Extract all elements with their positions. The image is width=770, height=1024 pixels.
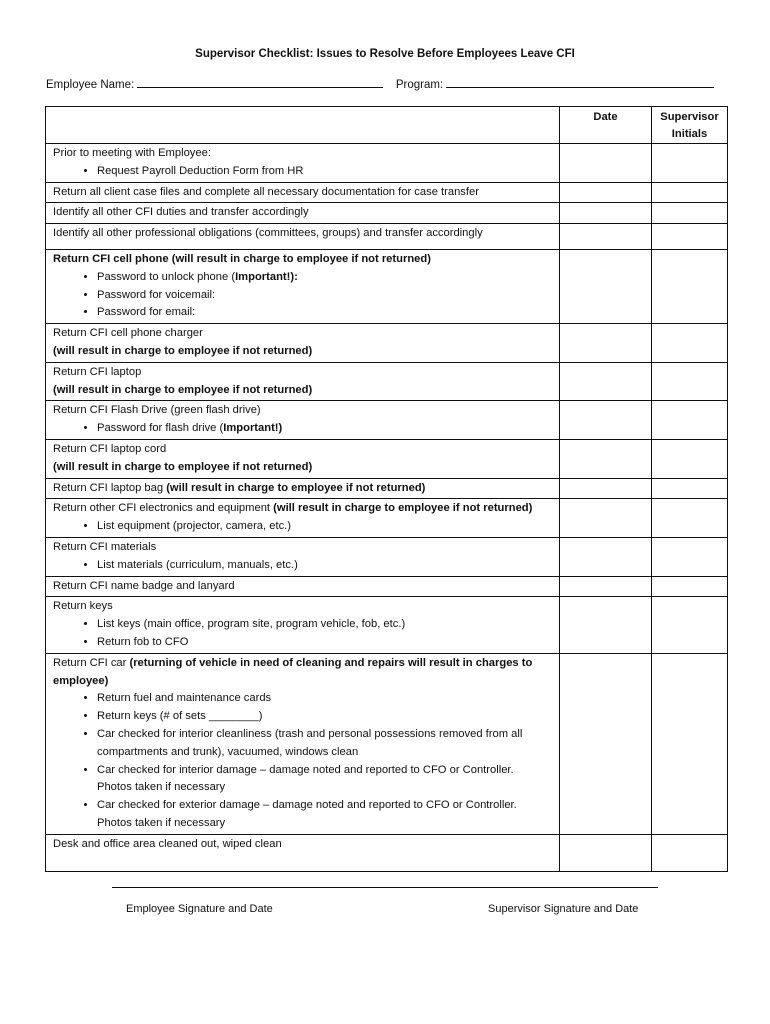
initials-cell[interactable]	[652, 439, 728, 478]
bullet-item: • List keys (main office, program site, program vehicle, fob, etc.)	[97, 616, 553, 634]
bullet-item: • Car checked for interior cleanliness (trash and personal possessions removed from all compartments and trunk), vacuumed, windows clean	[97, 726, 533, 762]
program-label: Program:	[395, 79, 444, 91]
initials-cell[interactable]	[652, 834, 728, 871]
date-cell[interactable]	[560, 478, 652, 499]
initials-cell[interactable]	[652, 362, 728, 401]
row-text: Return CFI Flash Drive (green flash drive)	[53, 404, 261, 417]
date-cell[interactable]	[560, 362, 652, 401]
initials-cell[interactable]	[652, 576, 728, 597]
bullet-item: • List equipment (projector, camera, etc.)	[97, 518, 553, 536]
initials-cell[interactable]	[652, 653, 728, 834]
table-row	[46, 834, 728, 871]
bullet-item: • Password to unlock phone (Important!):	[97, 269, 553, 287]
bullet-item: • Password for flash drive (Important!)	[97, 420, 553, 438]
initials-cell[interactable]	[652, 597, 728, 653]
initials-header: Supervisor Initials	[652, 107, 728, 144]
date-cell[interactable]	[560, 182, 652, 203]
date-cell[interactable]	[560, 499, 652, 538]
row-charge-note: (will result in charge to employee if not returned)	[53, 344, 313, 357]
row-text: Return all client case files and complete all necessary documentation for case transfer	[53, 185, 479, 198]
table-row	[46, 182, 728, 203]
date-header: Date	[560, 107, 652, 144]
date-cell[interactable]	[560, 439, 652, 478]
bullet-item: • Request Payroll Deduction Form from HR	[97, 163, 553, 181]
date-cell[interactable]	[560, 249, 652, 323]
table-row	[46, 439, 728, 478]
date-cell[interactable]	[560, 834, 652, 871]
date-cell[interactable]	[560, 653, 652, 834]
bullet-item: • Return fob to CFO	[97, 634, 553, 652]
date-cell[interactable]	[560, 324, 652, 363]
row-text: Return other CFI electronics and equipment	[53, 502, 274, 515]
bullet-item: • Return keys (# of sets ________)	[97, 708, 533, 726]
employee-signature-label: Employee Signature and Date	[126, 903, 273, 915]
date-cell[interactable]	[560, 401, 652, 440]
bullet-item: • Password for email:	[97, 304, 553, 322]
checklist-table	[45, 106, 728, 872]
row-text: Return CFI cell phone (will result in charge to employee if not returned)	[53, 252, 431, 265]
initials-cell[interactable]	[652, 324, 728, 363]
table-row	[46, 597, 728, 653]
table-row	[46, 324, 728, 363]
bullet-item: • Password for voicemail:	[97, 287, 553, 305]
header-row	[46, 107, 728, 144]
row-text: Return CFI cell phone charger	[53, 327, 203, 340]
row-text: Return CFI laptop cord	[53, 442, 167, 455]
row-charge-note: (will result in charge to employee if not returned)	[53, 383, 313, 396]
employee-name-field[interactable]	[137, 78, 383, 88]
supervisor-signature-label: Supervisor Signature and Date	[488, 903, 639, 915]
row-charge-note: (returning of vehicle in need of cleaning and repairs will result in charges to employee)	[53, 656, 533, 687]
row-charge-note: (will result in charge to employee if not returned)	[53, 460, 313, 473]
initials-cell[interactable]	[652, 249, 728, 323]
bullet-item: • Return fuel and maintenance cards	[97, 690, 533, 708]
row-text: Return CFI car	[53, 656, 130, 669]
table-row	[46, 576, 728, 597]
initials-cell[interactable]	[652, 478, 728, 499]
date-cell[interactable]	[560, 537, 652, 576]
date-cell[interactable]	[560, 224, 652, 250]
signature-line[interactable]	[112, 887, 658, 888]
initials-cell[interactable]	[652, 537, 728, 576]
table-row	[46, 224, 728, 250]
table-row	[46, 653, 728, 834]
row-charge-note: (will result in charge to employee if not returned)	[166, 481, 426, 494]
table-row	[46, 249, 728, 323]
bullet-item: • Car checked for exterior damage – damage noted and reported to CFO or Controller. Photos taken if necessary	[97, 797, 533, 833]
table-row	[46, 401, 728, 440]
bullet-item: • List materials (curriculum, manuals, etc.)	[97, 557, 553, 575]
row-text: Return CFI materials	[53, 540, 157, 553]
initials-cell[interactable]	[652, 182, 728, 203]
date-cell[interactable]	[560, 576, 652, 597]
row-text: Prior to meeting with Employee:	[53, 147, 211, 159]
row-text: Identify all other CFI duties and transfer accordingly	[53, 206, 309, 219]
row-charge-note: (will result in charge to employee if not returned)	[273, 502, 533, 515]
program-field[interactable]	[446, 78, 714, 88]
initials-cell[interactable]	[652, 203, 728, 224]
date-cell[interactable]	[560, 597, 652, 653]
initials-cell[interactable]	[652, 401, 728, 440]
date-cell[interactable]	[560, 203, 652, 224]
table-row	[46, 478, 728, 499]
initials-cell[interactable]	[652, 499, 728, 538]
table-row	[46, 362, 728, 401]
row-text: Desk and office area cleaned out, wiped clean	[53, 837, 282, 850]
initials-cell[interactable]	[652, 144, 728, 183]
date-cell[interactable]	[560, 144, 652, 183]
row-text: Identify all other professional obligations (committees, groups) and transfer accordingly	[53, 227, 483, 240]
page-title: Supervisor Checklist: Issues to Resolve Before Employees Leave CFI	[195, 48, 575, 60]
table-row	[46, 203, 728, 224]
table-row	[46, 144, 728, 183]
bullet-item: • Car checked for interior damage – damage noted and reported to CFO or Controller. Photos taken if necessary	[97, 762, 533, 798]
table-row	[46, 499, 728, 538]
row-text: Return CFI name badge and lanyard	[53, 579, 235, 592]
row-text: Return CFI laptop bag	[53, 481, 167, 494]
initials-cell[interactable]	[652, 224, 728, 250]
employee-fields	[46, 78, 726, 91]
employee-name-label: Employee Name:	[46, 79, 135, 91]
table-row	[46, 537, 728, 576]
row-text: Return keys	[53, 600, 113, 613]
row-text: Return CFI laptop	[53, 365, 142, 378]
